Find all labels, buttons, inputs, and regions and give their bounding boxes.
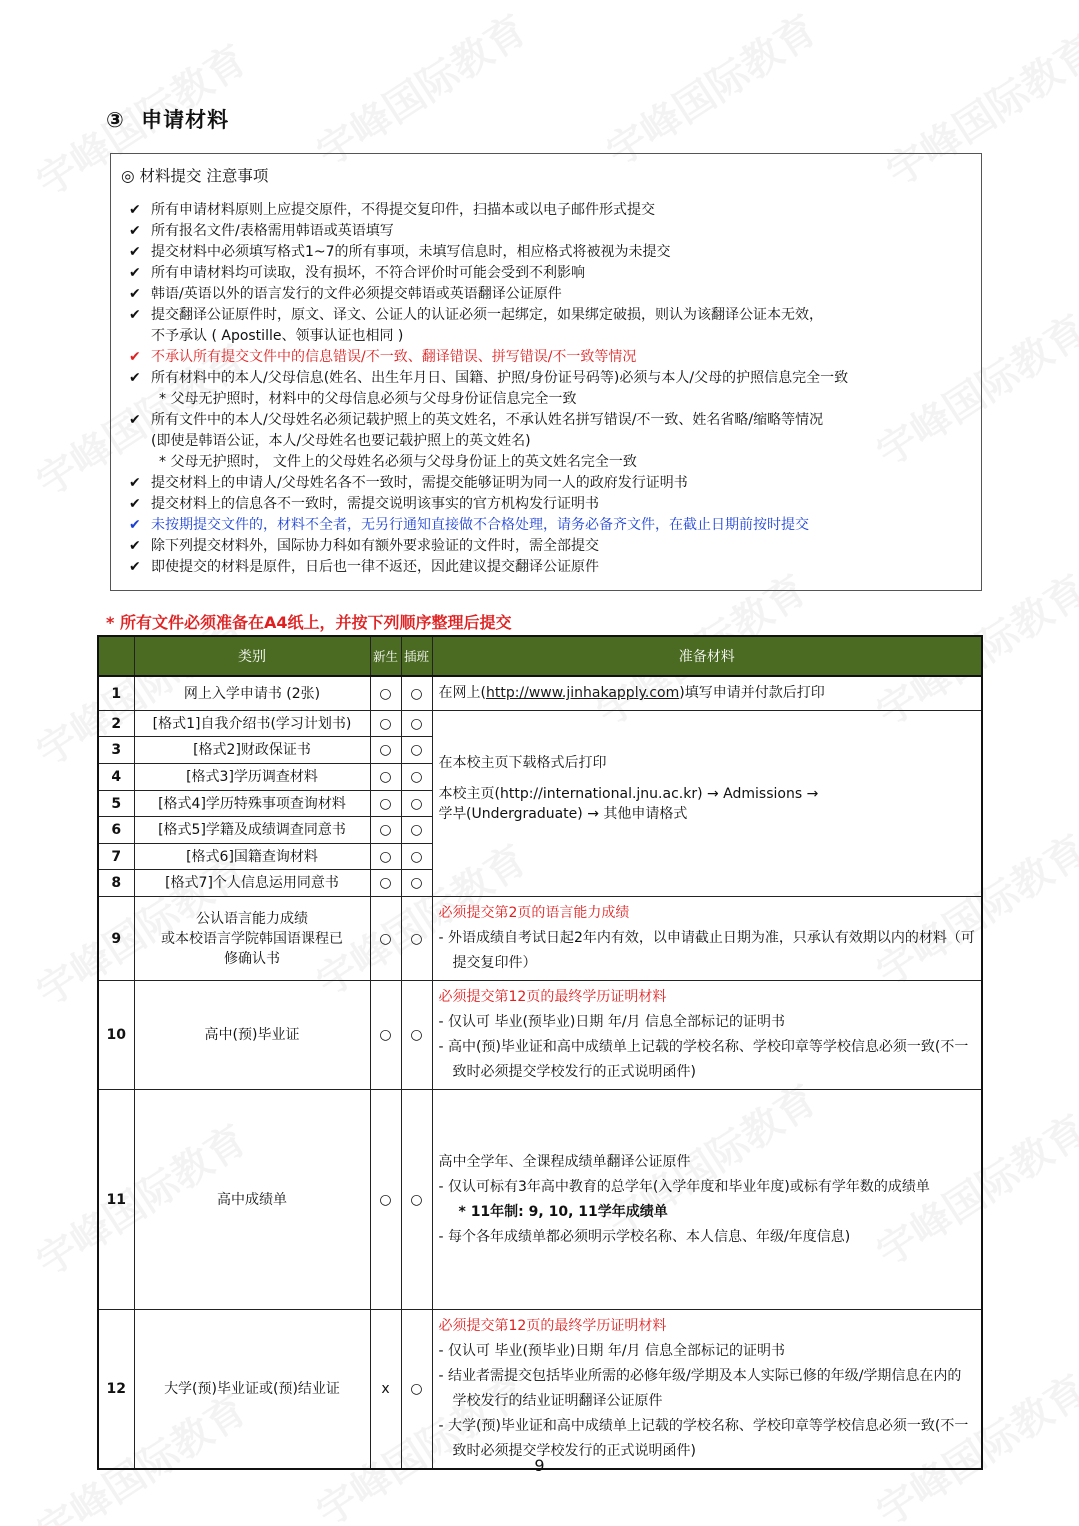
note-item [121, 452, 971, 473]
row-category: [格式3]学历调查材料 [134, 764, 370, 791]
check-icon: ✔ [129, 475, 141, 491]
row-transfer: ○ [401, 1090, 432, 1310]
row9-category-line: 公认语言能力成绩 [196, 910, 308, 927]
row-transfer: ○ [401, 711, 432, 737]
note-item [121, 515, 971, 536]
note-text: (即使是韩语公证，本人/父母姓名也要记载护照上的英文姓名) [151, 433, 531, 449]
row-freshman: ○ [370, 844, 401, 870]
row-freshman: ○ [370, 676, 401, 711]
row9-category-line: 或本校语言学院韩国语课程已 [161, 930, 343, 947]
note-text: 即使提交的材料是原件，日后也一律不返还，因此建议提交翻译公证原件 [151, 559, 599, 575]
check-icon: ✔ [129, 559, 141, 575]
check-icon: ✔ [129, 202, 141, 218]
row9-head: 必须提交第2页的语言能力成绩 [438, 905, 630, 921]
note-text: 所有材料中的本人/父母信息(姓名、出生年月日、国籍、护照/身份证号码等)必须与本人/父母的护照信息完全一致 [151, 370, 849, 386]
check-icon: ✔ [129, 517, 141, 533]
watermark [304, 0, 536, 178]
row-freshman: x [370, 1310, 401, 1470]
header-freshman: 新生 [370, 636, 401, 676]
note-text: 除下列提交材料外，国际协力科如有额外要求验证的文件时，需全部提交 [151, 538, 599, 554]
row9-item: - 外语成绩自考试日起2年内有效，以申请截止日期为准，只承认有效期以内的材料（可提交复印件） [438, 930, 975, 971]
row-freshman: ○ [370, 737, 401, 764]
row-transfer: ○ [401, 737, 432, 764]
check-icon: ✔ [129, 286, 141, 302]
note-item [121, 368, 971, 389]
row-category: 高中(预)毕业证 [134, 981, 370, 1090]
row-num: 4 [98, 764, 134, 791]
row-transfer: ○ [401, 1310, 432, 1470]
note-text: 所有申请材料原则上应提交原件，不得提交复印件，扫描本或以电子邮件形式提交 [151, 202, 655, 218]
note-item [121, 347, 971, 368]
row-category: [格式2]财政保证书 [134, 737, 370, 764]
note-item [121, 242, 971, 263]
forms-materials [432, 711, 982, 897]
row-category [134, 897, 370, 981]
row9-category-line: 修确认书 [224, 950, 280, 967]
check-icon: ✔ [129, 244, 141, 260]
row-num: 5 [98, 791, 134, 817]
note-item [121, 536, 971, 557]
note-text: 提交材料上的信息各不一致时，需提交说明该事实的官方机构发行证明书 [151, 496, 599, 512]
row-num: 8 [98, 870, 134, 897]
row-num: 10 [98, 981, 134, 1090]
row9-materials [432, 897, 982, 981]
section-title-text: 申请材料 [141, 108, 230, 132]
check-icon: ✔ [129, 349, 141, 365]
row11-star: * 11年制: 9, 10, 11学年成绩单 [458, 1203, 668, 1220]
row-transfer: ○ [401, 981, 432, 1090]
row-transfer: ○ [401, 817, 432, 844]
row-num: 3 [98, 737, 134, 764]
note-item [121, 473, 971, 494]
table-row [98, 711, 982, 737]
row-category: [格式6]国籍查询材料 [134, 844, 370, 870]
row-freshman: ○ [370, 981, 401, 1090]
row10-materials [432, 981, 982, 1090]
row-transfer: ○ [401, 870, 432, 897]
note-text: 所有文件中的本人/父母姓名必须记载护照上的英文姓名，不承认姓名拼写错误/不一致、姓名省略/缩略等情况 [151, 412, 824, 428]
row-freshman: ○ [370, 870, 401, 897]
row10-head: 必须提交第12页的最终学历证明材料 [438, 989, 667, 1005]
row12-item: - 大学(预)毕业证和高中成绩单上记载的学校名称、学校印章等学校信息必须一致(不一致时必须提交学校发行的正式说明函件) [438, 1418, 969, 1459]
note-item [121, 557, 971, 578]
table-row [98, 897, 982, 981]
row-freshman: ○ [370, 711, 401, 737]
row-freshman: ○ [370, 791, 401, 817]
watermark [594, 0, 826, 178]
note-text: 韩语/英语以外的语言发行的文件必须提交韩语或英语翻译公证原件 [151, 286, 562, 302]
note-item [121, 326, 971, 347]
section-number: ③ [106, 108, 125, 132]
note-text: 所有申请材料均可读取，没有损坏，不符合评价时可能会受到不利影响 [151, 265, 585, 281]
row-num: 6 [98, 817, 134, 844]
note-item [121, 389, 971, 410]
check-icon: ✔ [129, 223, 141, 239]
section-title [106, 104, 229, 134]
row1-prefix: 在网上( [438, 685, 486, 701]
row-transfer: ○ [401, 791, 432, 817]
note-text: 不承认所有提交文件中的信息错误/不一致、翻译错误、拼写错误/不一致等情况 [151, 349, 637, 365]
table-row [98, 676, 982, 711]
table-row [98, 981, 982, 1090]
row-transfer: ○ [401, 844, 432, 870]
row-num: 12 [98, 1310, 134, 1470]
header-num [98, 636, 134, 676]
note-text: * 父母无护照时，材料中的父母信息必须与父母身份证信息完全一致 [159, 391, 577, 407]
note-text: 所有报名文件/表格需用韩语或英语填写 [151, 223, 394, 239]
check-icon: ✔ [129, 307, 141, 323]
notes-box [110, 153, 982, 591]
note-item [121, 494, 971, 515]
note-text: 提交材料中必须填写格式1~7的所有事项，未填写信息时，相应格式将被视为未提交 [151, 244, 671, 260]
note-item [121, 200, 971, 221]
note-item [121, 263, 971, 284]
row-num: 2 [98, 711, 134, 737]
row-freshman: ○ [370, 817, 401, 844]
row-category: 网上入学申请书 (2张) [134, 676, 370, 711]
note-text: 提交翻译公证原件时，原文、译文、公证人的认证必须一起绑定，如果绑定破损，则认为该翻译公证本无效， [151, 307, 823, 323]
row-materials [432, 676, 982, 711]
note-item [121, 410, 971, 431]
header-materials: 准备材料 [432, 636, 982, 676]
note-text: 提交材料上的申请人/父母姓名各不一致时，需提交能够证明为同一人的政府发行证明书 [151, 475, 688, 491]
row-freshman: ○ [370, 1090, 401, 1310]
row-freshman: ○ [370, 764, 401, 791]
row-category: 高中成绩单 [134, 1090, 370, 1310]
forms-line1: 在本校主页下载格式后打印 [438, 755, 607, 771]
check-icon: ✔ [129, 412, 141, 428]
row10-item: - 仅认可 毕业(预毕业)日期 年/月 信息全部标记的证明书 [438, 1014, 785, 1030]
table-row [98, 1310, 982, 1470]
jinhakapply-link[interactable]: http://www.jinhakapply.com [485, 685, 680, 701]
forms-line3: 学부(Undergraduate) → 其他申请格式 [438, 806, 688, 822]
table-header-row [98, 636, 982, 676]
forms-line2: 本校主页(http://international.jnu.ac.kr) → Admissions → [438, 786, 819, 802]
row1-suffix: )填写申请并付款后打印 [679, 685, 825, 701]
header-category: 类别 [134, 636, 370, 676]
row-freshman: ○ [370, 897, 401, 981]
row-transfer: ○ [401, 897, 432, 981]
row12-head: 必须提交第12页的最终学历证明材料 [438, 1318, 667, 1334]
row-category: [格式4]学历特殊事项查询材料 [134, 791, 370, 817]
header-transfer: 插班 [401, 636, 432, 676]
row12-item: - 仅认可 毕业(预毕业)日期 年/月 信息全部标记的证明书 [438, 1343, 785, 1359]
row11-item: - 每个各年成绩单都必须明示学校名称、本人信息、年级/年度信息) [438, 1228, 851, 1245]
row-category: [格式1]自我介绍书(学习计划书) [134, 711, 370, 737]
note-text: 不予承认 ( Apostille、领事认证也相同 ) [151, 328, 404, 344]
row-num: 1 [98, 676, 134, 711]
check-icon: ✔ [129, 265, 141, 281]
row-num: 11 [98, 1090, 134, 1310]
note-text: 未按期提交文件的，材料不全者，无另行通知直接做不合格处理，请务必备齐文件，在截止日期前按时提交 [151, 517, 809, 533]
note-item [121, 431, 971, 452]
row-category: [格式7]个人信息运用同意书 [134, 870, 370, 897]
row-category: 大学(预)毕业证或(预)结业证 [134, 1310, 370, 1470]
notes-list [121, 200, 971, 578]
row12-item: - 结业者需提交包括毕业所需的必修年级/学期及本人实际已修的年级/学期信息在内的学校发行的结业证明翻译公证原件 [438, 1368, 962, 1409]
row11-head: 高中全学年、全课程成绩单翻译公证原件 [438, 1153, 691, 1170]
a4-note: * 所有文件必须准备在A4纸上，并按下列顺序整理后提交 [106, 613, 512, 632]
table-row [98, 1090, 982, 1310]
row11-item: - 仅认可标有3年高中教育的总学年(入学年度和毕业年度)或标有学年数的成绩单 [438, 1178, 930, 1195]
row-num: 9 [98, 897, 134, 981]
note-text: * 父母无护照时， 文件上的父母姓名必须与父母身份证上的英文姓名完全一致 [159, 454, 637, 470]
check-icon: ✔ [129, 538, 141, 554]
row-num: 7 [98, 844, 134, 870]
row10-item: - 高中(预)毕业证和高中成绩单上记载的学校名称、学校印章等学校信息必须一致(不一致时必须提交学校发行的正式说明函件) [438, 1039, 969, 1080]
note-item [121, 284, 971, 305]
notes-heading: ◎ 材料提交 注意事项 [121, 167, 269, 185]
row12-materials [432, 1310, 982, 1470]
note-item [121, 305, 971, 326]
row-category: [格式5]学籍及成绩调查同意书 [134, 817, 370, 844]
check-icon: ✔ [129, 370, 141, 386]
row-transfer: ○ [401, 764, 432, 791]
check-icon: ✔ [129, 496, 141, 512]
row11-materials [432, 1090, 982, 1310]
materials-table [97, 635, 983, 1470]
row-transfer: ○ [401, 676, 432, 711]
note-item [121, 221, 971, 242]
page-number: 9 [534, 1456, 545, 1475]
